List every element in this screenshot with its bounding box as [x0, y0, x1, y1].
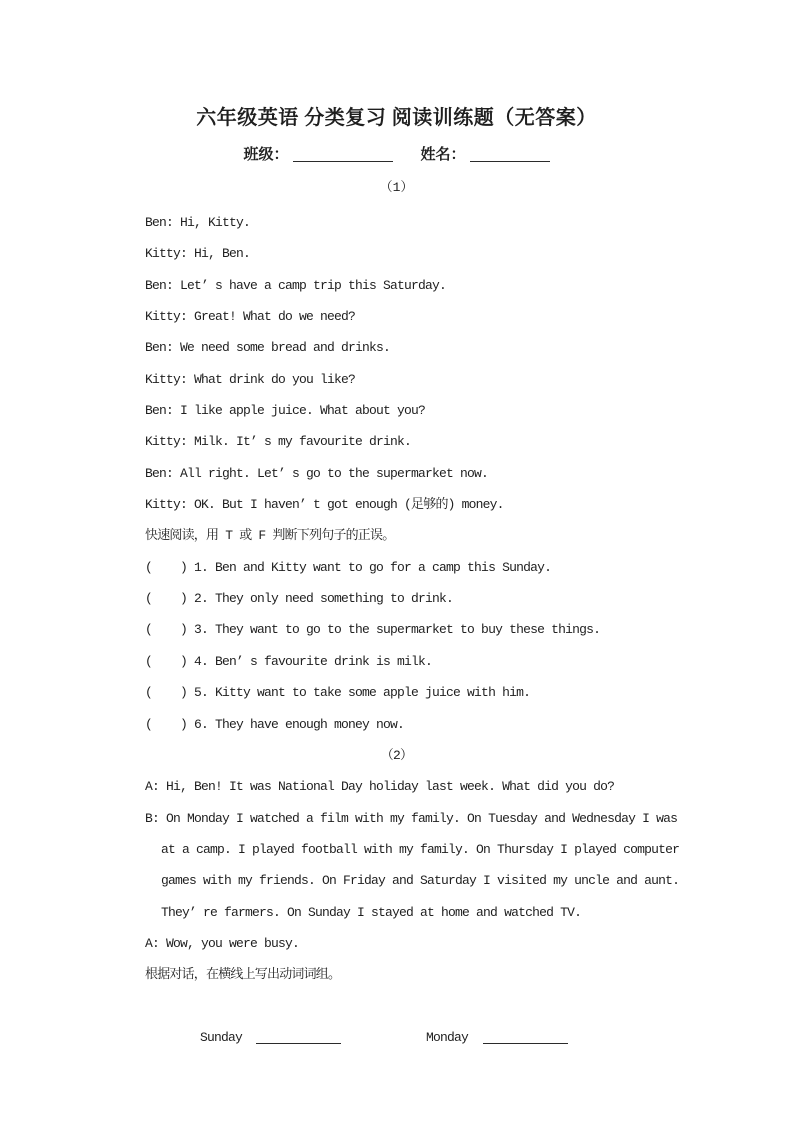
dialogue-line: Ben: We need some bread and drinks. — [145, 340, 391, 356]
dialogue-continuation-line: at a camp. I played football with my family. On Thursday I played computer — [161, 841, 680, 857]
dialogue-line: A: Hi, Ben! It was National Day holiday last week. What did you do? — [145, 779, 615, 795]
true-false-question: ( ) 5. Kitty want to take some apple juice with him. — [145, 685, 531, 701]
section1-instruction: 快速阅读，用 T 或 F 判断下列句子的正误。 — [145, 528, 395, 544]
class-label: 班级： — [243, 147, 289, 163]
dialogue-line: Ben: Let’ s have a camp trip this Saturday. — [145, 277, 447, 293]
dialogue-line: Kitty: Hi, Ben. — [145, 246, 251, 262]
name-blank-line — [470, 147, 550, 162]
section2-heading: （2） — [380, 747, 413, 763]
monday-blank-line — [483, 1029, 568, 1044]
class-blank-line — [293, 147, 393, 162]
dialogue-line: Ben: All right. Let’ s go to the supermarket now. — [145, 465, 489, 481]
dialogue-line: Ben: Hi, Kitty. — [145, 215, 251, 230]
true-false-question: ( ) 4. Ben’ s favourite drink is milk. — [145, 653, 433, 669]
name-field — [421, 143, 550, 164]
true-false-question: ( ) 2. They only need something to drink. — [145, 591, 454, 607]
document-body — [145, 207, 793, 1085]
section1-heading: （1） — [379, 180, 414, 195]
name-label: 姓名： — [420, 147, 466, 163]
fill-label-monday: Monday — [426, 1029, 469, 1045]
dialogue-line: B: On Monday I watched a film with my family. On Tuesday and Wednesday I was — [145, 810, 678, 826]
dialogue-line: Kitty: What drink do you like? — [145, 371, 356, 387]
dialogue-line: Ben: I like apple juice. What about you? — [145, 403, 426, 419]
student-info-row — [0, 143, 793, 164]
true-false-question: ( ) 3. They want to go to the supermarket to buy these things. — [145, 622, 601, 638]
true-false-question: ( ) 6. They have enough money now. — [145, 716, 405, 732]
page-title: 六年级英语 分类复习 阅读训练题（无答案） — [196, 107, 597, 129]
dialogue-continuation-line: They’ re farmers. On Sunday I stayed at home and watched TV. — [161, 904, 582, 920]
dialogue-line: A: Wow, you were busy. — [145, 935, 300, 951]
dialogue-line: Kitty: Great! What do we need? — [145, 309, 356, 325]
class-field — [243, 143, 392, 164]
true-false-question: ( ) 1. Ben and Kitty want to go for a camp this Sunday. — [145, 559, 552, 575]
fill-in-row — [145, 991, 793, 1085]
dialogue-line: Kitty: OK. But I haven’ t got enough (足够的) money. — [145, 497, 504, 513]
section2-instruction: 根据对话，在横线上写出动词词组。 — [145, 967, 341, 983]
fill-label-sunday: Sunday — [200, 1029, 243, 1045]
dialogue-continuation-line: games with my friends. On Friday and Saturday I visited my uncle and aunt. — [161, 873, 680, 889]
sunday-blank-line — [256, 1029, 341, 1044]
dialogue-line: Kitty: Milk. It’ s my favourite drink. — [145, 434, 412, 450]
